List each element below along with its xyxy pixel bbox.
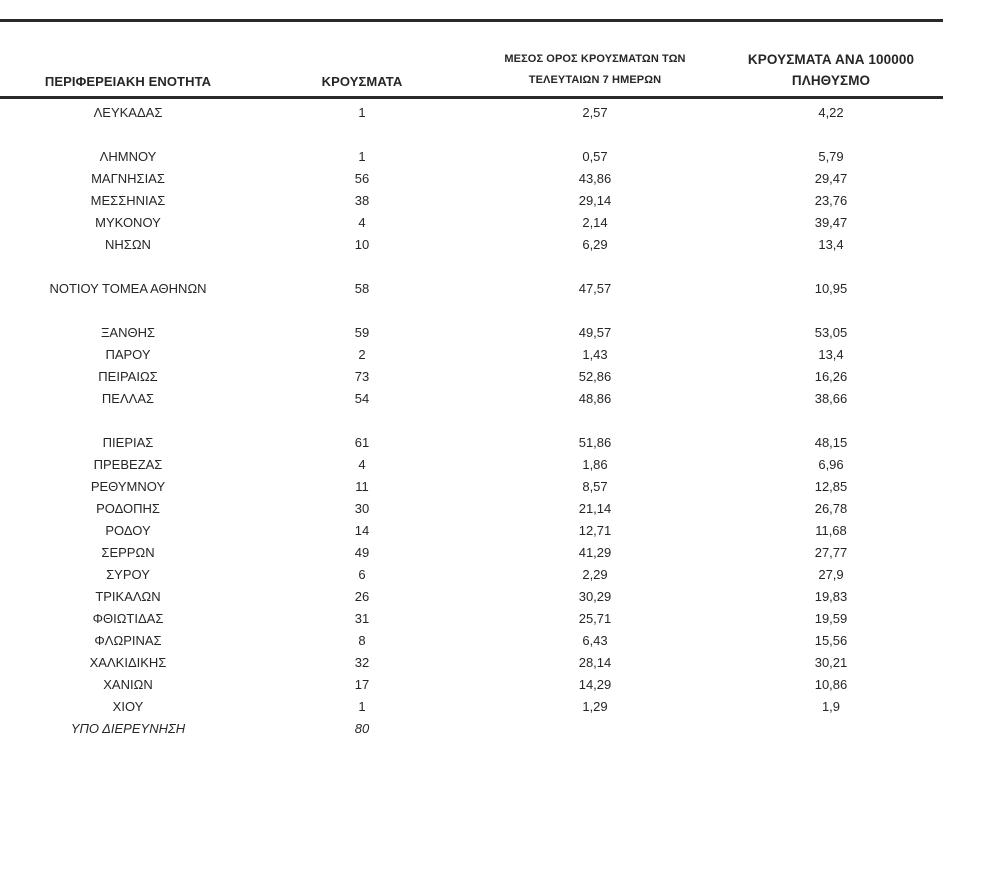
- per-100k-cell: 48,15: [814, 435, 848, 450]
- table-row: [0, 586, 943, 608]
- per-100k-cell: 30,21: [814, 655, 848, 670]
- region-cell: ΣΥΡΟΥ: [106, 567, 150, 582]
- region-cell: ΤΡΙΚΑΛΩΝ: [95, 589, 161, 604]
- table-row: [0, 366, 943, 388]
- region-cell: ΠΙΕΡΙΑΣ: [102, 435, 154, 450]
- per-100k-cell: 19,83: [814, 589, 848, 604]
- cases-cell: 54: [354, 391, 370, 406]
- table-row: [0, 454, 943, 476]
- avg-7day-cell: 2,29: [582, 567, 608, 582]
- region-cell: ΡΕΘΥΜΝΟΥ: [90, 479, 166, 494]
- region-cell: ΡΟΔΟΠΗΣ: [96, 501, 160, 516]
- cases-cell: 1: [358, 105, 366, 120]
- avg-7day-cell: 1,29: [582, 699, 608, 714]
- per-100k-cell: 16,26: [814, 369, 848, 384]
- avg-7day-cell: 43,86: [578, 171, 612, 186]
- avg-7day-cell: 2,57: [582, 105, 608, 120]
- table-row: [0, 212, 943, 234]
- table-row: [0, 630, 943, 652]
- cases-cell: 32: [354, 655, 370, 670]
- avg-7day-cell: 2,14: [582, 215, 608, 230]
- cases-cell: 73: [354, 369, 370, 384]
- cases-cell: 14: [354, 523, 370, 538]
- region-cell: ΣΕΡΡΩΝ: [101, 545, 155, 560]
- region-cell: ΝΗΣΩΝ: [105, 237, 151, 252]
- per-100k-cell: 26,78: [814, 501, 848, 516]
- per-100k-cell: 39,47: [814, 215, 848, 230]
- table-row: [0, 696, 943, 718]
- table-row: [0, 674, 943, 696]
- cases-cell: 4: [358, 215, 366, 230]
- cases-cell: 1: [358, 149, 366, 164]
- table-row: [0, 190, 943, 212]
- per-100k-cell: 13,4: [818, 237, 844, 252]
- per-100k-cell: 27,9: [818, 567, 844, 582]
- cases-cell: 31: [354, 611, 370, 626]
- table-row: [0, 476, 943, 498]
- table-row: [0, 542, 943, 564]
- header-7day-average-line2: ΤΕΛΕΥΤΑΙΩΝ 7 ΗΜΕΡΩΝ: [528, 74, 662, 86]
- table-row: [0, 278, 943, 300]
- table-row: [0, 168, 943, 190]
- header-per-100k: [722, 49, 940, 91]
- header-cases-label: ΚΡΟΥΣΜΑΤΑ: [321, 74, 403, 89]
- header-rule: [0, 96, 943, 99]
- avg-7day-cell: 25,71: [578, 611, 612, 626]
- cases-cell: 49: [354, 545, 370, 560]
- region-cell: ΛΗΜΝΟΥ: [99, 149, 157, 164]
- cases-cell: 38: [354, 193, 370, 208]
- per-100k-cell: 5,79: [818, 149, 844, 164]
- region-cell: ΠΕΛΛΑΣ: [101, 391, 155, 406]
- avg-7day-cell: 29,14: [578, 193, 612, 208]
- region-cell: ΦΘΙΩΤΙΔΑΣ: [92, 611, 164, 626]
- spacer-row: [0, 300, 943, 322]
- spacer-row: [0, 256, 943, 278]
- cases-cell: 6: [358, 567, 366, 582]
- table-row: [0, 234, 943, 256]
- avg-7day-cell: 48,86: [578, 391, 612, 406]
- avg-7day-cell: 51,86: [578, 435, 612, 450]
- avg-7day-cell: 8,57: [582, 479, 608, 494]
- avg-7day-cell: 28,14: [578, 655, 612, 670]
- avg-7day-cell: 6,29: [582, 237, 608, 252]
- avg-7day-cell: 30,29: [578, 589, 612, 604]
- table-row: [0, 432, 943, 454]
- region-cell: ΧΑΝΙΩΝ: [103, 677, 153, 692]
- table-row: [0, 608, 943, 630]
- cases-cell: 56: [354, 171, 370, 186]
- per-100k-cell: 53,05: [814, 325, 848, 340]
- avg-7day-cell: 14,29: [578, 677, 612, 692]
- table-row: [0, 102, 943, 124]
- table-row: [0, 146, 943, 168]
- region-cell: ΥΠΟ ΔΙΕΡΕΥΝΗΣΗ: [70, 721, 186, 736]
- avg-7day-cell: 0,57: [582, 149, 608, 164]
- header-7day-average: [468, 49, 722, 91]
- per-100k-cell: 13,4: [818, 347, 844, 362]
- region-cell: ΜΑΓΝΗΣΙΑΣ: [91, 171, 165, 186]
- header-regional-unit-label: ΠΕΡΙΦΕΡΕΙΑΚΗ ΕΝΟΤΗΤΑ: [44, 74, 212, 89]
- header-per-100k-line1: ΚΡΟΥΣΜΑΤΑ ΑΝΑ 100000: [747, 52, 915, 67]
- avg-7day-cell: [468, 718, 722, 740]
- avg-7day-cell: 6,43: [582, 633, 608, 648]
- header-regional-unit: [0, 73, 256, 91]
- cases-cell: 30: [354, 501, 370, 516]
- cases-cell: 17: [354, 677, 370, 692]
- per-100k-cell: 12,85: [814, 479, 848, 494]
- region-cell: ΞΑΝΘΗΣ: [100, 325, 156, 340]
- cases-cell: 10: [354, 237, 370, 252]
- per-100k-cell: 11,68: [815, 523, 847, 538]
- per-100k-cell: 23,76: [814, 193, 848, 208]
- per-100k-cell: 6,96: [818, 457, 844, 472]
- table-row: [0, 564, 943, 586]
- avg-7day-cell: 49,57: [578, 325, 612, 340]
- region-cell: ΦΛΩΡΙΝΑΣ: [94, 633, 162, 648]
- cases-cell: 11: [355, 479, 369, 494]
- cases-cell: 80: [354, 721, 370, 736]
- cases-cell: 4: [358, 457, 366, 472]
- avg-7day-cell: 1,86: [582, 457, 608, 472]
- per-100k-cell: 27,77: [814, 545, 848, 560]
- per-100k-cell: 29,47: [814, 171, 848, 186]
- table-row: [0, 344, 943, 366]
- table-row: [0, 718, 943, 740]
- avg-7day-cell: 1,43: [582, 347, 608, 362]
- table-row: [0, 498, 943, 520]
- cases-cell: 58: [354, 281, 370, 296]
- table-row: [0, 388, 943, 410]
- per-100k-cell: 1,9: [821, 699, 841, 714]
- per-100k-cell: 4,22: [818, 105, 844, 120]
- table-header: [0, 20, 943, 94]
- region-cell: ΡΟΔΟΥ: [105, 523, 151, 538]
- spacer-row: [0, 410, 943, 432]
- table-row: [0, 520, 943, 542]
- cases-cell: 2: [358, 347, 366, 362]
- per-100k-cell: [722, 718, 940, 740]
- region-cell: ΜΕΣΣΗΝΙΑΣ: [90, 193, 166, 208]
- spacer-row: [0, 124, 943, 146]
- per-100k-cell: 10,86: [814, 677, 848, 692]
- avg-7day-cell: 52,86: [578, 369, 612, 384]
- cases-cell: 1: [358, 699, 366, 714]
- avg-7day-cell: 12,71: [578, 523, 612, 538]
- header-per-100k-line2: ΠΛΗΘΥΣΜΟ: [791, 73, 871, 88]
- avg-7day-cell: 41,29: [578, 545, 612, 560]
- header-7day-average-line1: ΜΕΣΟΣ ΟΡΟΣ ΚΡΟΥΣΜΑΤΩΝ ΤΩΝ: [504, 53, 686, 65]
- cases-cell: 59: [354, 325, 370, 340]
- cases-cell: 26: [354, 589, 370, 604]
- cases-cell: 8: [358, 633, 366, 648]
- region-cell: ΧΙΟΥ: [112, 699, 144, 714]
- region-cell: ΛΕΥΚΑΔΑΣ: [93, 105, 163, 120]
- per-100k-cell: 19,59: [814, 611, 848, 626]
- region-cell: ΠΡΕΒΕΖΑΣ: [93, 457, 163, 472]
- region-cell: ΠΕΙΡΑΙΩΣ: [98, 369, 158, 384]
- avg-7day-cell: 21,14: [578, 501, 612, 516]
- avg-7day-cell: 47,57: [578, 281, 612, 296]
- region-cell: ΧΑΛΚΙΔΙΚΗΣ: [89, 655, 167, 670]
- region-cell: ΜΥΚΟΝΟΥ: [95, 215, 161, 230]
- per-100k-cell: 15,56: [814, 633, 848, 648]
- table-row: [0, 652, 943, 674]
- region-cell: ΝΟΤΙΟΥ ΤΟΜΕΑ ΑΘΗΝΩΝ: [49, 281, 207, 296]
- cases-cell: 61: [354, 435, 370, 450]
- per-100k-cell: 38,66: [814, 391, 848, 406]
- per-100k-cell: 10,95: [814, 281, 848, 296]
- table-body: [0, 102, 943, 740]
- region-cell: ΠΑΡΟΥ: [105, 347, 151, 362]
- table-row: [0, 322, 943, 344]
- header-cases: [256, 73, 468, 91]
